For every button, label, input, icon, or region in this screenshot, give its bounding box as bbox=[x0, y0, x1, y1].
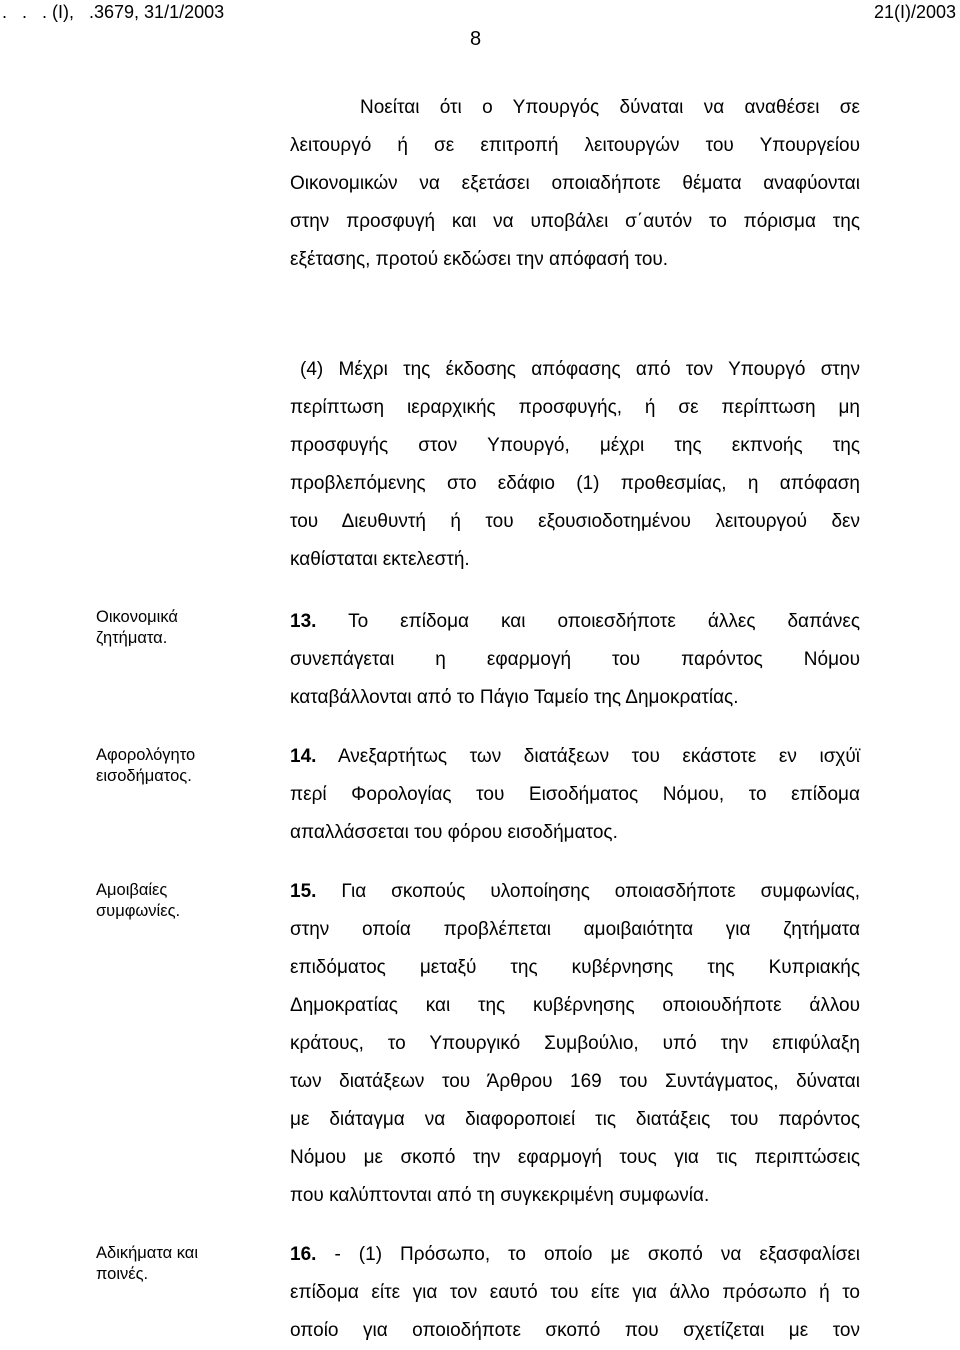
subsection-4 bbox=[290, 351, 860, 579]
header-right: 21(I)/2003 bbox=[873, 2, 956, 22]
paragraph-line: περί Φορολογίας του Εισοδήματος Νόμου, το επίδομα bbox=[290, 784, 860, 805]
paragraph-line: προβλεπόμενης στο εδάφιο (1) προθεσμίας, η απόφαση bbox=[290, 473, 860, 494]
paragraph-line: καθίσταται εκτελεστή. bbox=[290, 549, 470, 570]
paragraph-line: Δημοκρατίας και της κυβέρνησης οποιουδήποτε άλλου bbox=[290, 995, 860, 1016]
paragraph-line: στην οποία προβλέπεται αμοιβαιότητα για ζητήματα bbox=[290, 919, 860, 940]
section-number: 15. bbox=[290, 881, 317, 902]
paragraph-line: (4) Μέχρι της έκδοσης απόφασης από τον Υπουργό στην bbox=[300, 359, 860, 380]
header-left: . . . (I), .3679, 31/1/2003 bbox=[2, 2, 225, 22]
side-note-financial bbox=[96, 607, 256, 649]
paragraph-line: οποίο για οποιοδήποτε σκοπό που σχετίζεται με τον bbox=[290, 1320, 860, 1341]
paragraph-continuation bbox=[290, 89, 860, 279]
paragraph-line: 13. Το επίδομα και οποιεσδήποτε άλλες δαπάνες bbox=[290, 611, 860, 632]
paragraph-line: στην προσφυγή και να υποβάλει σ΄αυτόν το πόρισμα της bbox=[290, 211, 860, 232]
side-note-reciprocal bbox=[96, 880, 256, 922]
side-note-line: Αφορολόγητο bbox=[96, 746, 196, 764]
section-13 bbox=[290, 603, 860, 717]
section-16 bbox=[290, 1236, 860, 1350]
section-number: 13. bbox=[290, 611, 317, 632]
paragraph-line: απαλλάσσεται του φόρου εισοδήματος. bbox=[290, 822, 618, 843]
side-note-line: εισοδήματος. bbox=[96, 767, 192, 785]
side-note-tax-free bbox=[96, 745, 256, 787]
section-15 bbox=[290, 873, 860, 1215]
paragraph-line: 16. - (1) Πρόσωπο, το οποίο με σκοπό να εξασφαλίσει bbox=[290, 1244, 861, 1265]
paragraph-line: Οικονομικών να εξετάσει οποιαδήποτε θέματα αναφύονται bbox=[290, 173, 860, 194]
paragraph-line: περίπτωση ιεραρχικής προσφυγής, ή σε περίπτωση μη bbox=[290, 397, 860, 418]
paragraph-line: με διάταγμα να διαφοροποιεί τις διατάξεις του παρόντος bbox=[290, 1109, 860, 1130]
section-number: 14. bbox=[290, 746, 317, 767]
paragraph-line: των διατάξεων του Άρθρου 169 του Συντάγματος, δύναται bbox=[290, 1071, 860, 1092]
paragraph-line: λειτουργό ή σε επιτροπή λειτουργών του Υπουργείου bbox=[290, 135, 860, 156]
paragraph-line: επιδόματος μεταξύ της κυβέρνησης της Κυπριακής bbox=[290, 957, 860, 978]
paragraph-line: του Διευθυντή ή του εξουσιοδοτημένου λειτουργού δεν bbox=[290, 511, 860, 532]
side-note-line: ποινές. bbox=[96, 1265, 149, 1283]
page-number: 8 bbox=[470, 28, 482, 50]
paragraph-line: Νοείται ότι ο Υπουργός δύναται να αναθέσει σε bbox=[360, 97, 860, 118]
paragraph-line: συνεπάγεται η εφαρμογή του παρόντος Νόμου bbox=[290, 649, 860, 670]
side-note-line: Αδικήματα και bbox=[96, 1244, 198, 1262]
side-note-line: συμφωνίες. bbox=[96, 902, 181, 920]
paragraph-line: εξέτασης, προτού εκδώσει την απόφασή του. bbox=[290, 249, 669, 270]
side-note-offences bbox=[96, 1243, 256, 1285]
side-note-line: Οικονομικά bbox=[96, 608, 178, 626]
paragraph-line: κράτους, το Υπουργικό Συμβούλιο, υπό την επιφύλαξη bbox=[290, 1033, 860, 1054]
side-note-line: Αμοιβαίες bbox=[96, 881, 168, 899]
side-note-line: ζητήματα. bbox=[96, 629, 168, 647]
paragraph-line: επίδομα είτε για τον εαυτό του είτε για άλλο πρόσωπο ή το bbox=[290, 1282, 860, 1303]
section-number: 16. bbox=[290, 1244, 317, 1265]
paragraph-line: 14. Ανεξαρτήτως των διατάξεων του εκάστοτε εν ισχύϊ bbox=[290, 746, 861, 767]
paragraph-line: καταβάλλονται από το Πάγιο Ταμείο της Δημοκρατίας. bbox=[290, 687, 739, 708]
paragraph-line: Νόμου με σκοπό την εφαρμογή τους για τις περιπτώσεις bbox=[290, 1147, 860, 1168]
section-14 bbox=[290, 738, 860, 852]
paragraph-line: που καλύπτονται από τη συγκεκριμένη συμφωνία. bbox=[290, 1185, 710, 1206]
paragraph-line: 15. Για σκοπούς υλοποίησης οποιασδήποτε συμφωνίας, bbox=[290, 881, 860, 902]
paragraph-line: προσφυγής στον Υπουργό, μέχρι της εκπνοής της bbox=[290, 435, 860, 456]
